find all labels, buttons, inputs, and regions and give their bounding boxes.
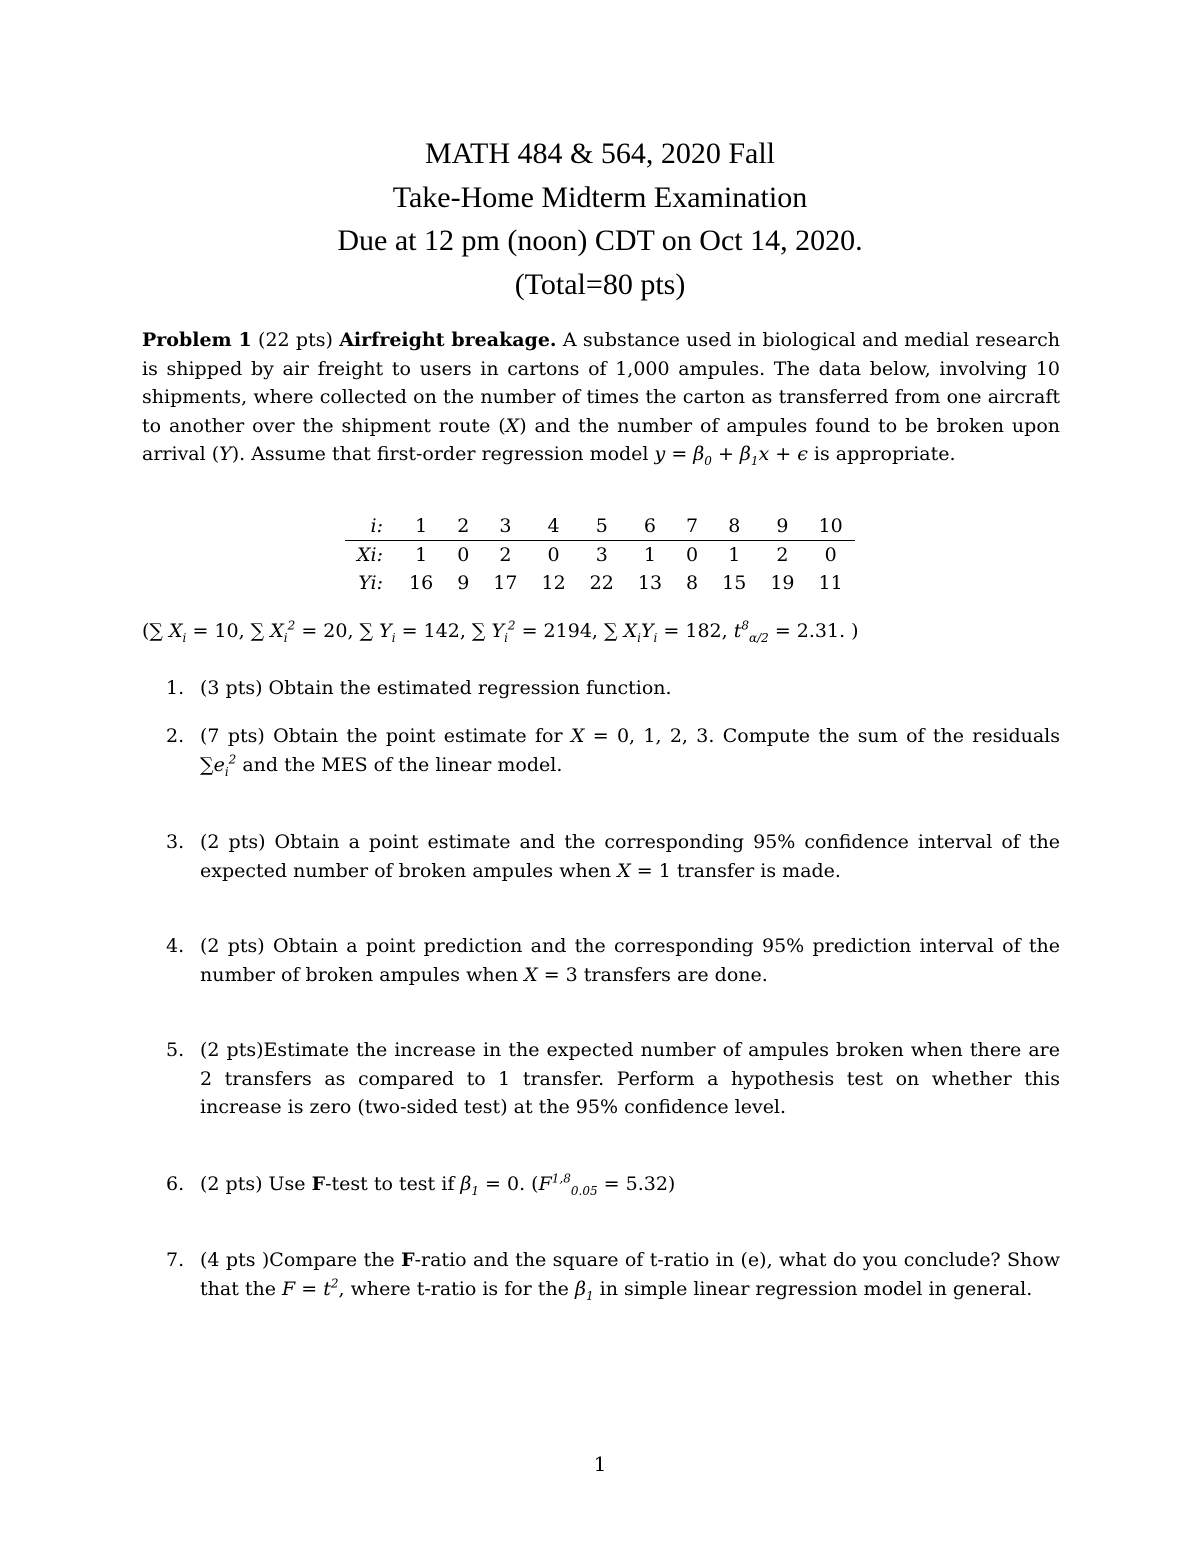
question-text: (2 pts) Use F-test to test if $\beta_1 = 0$. $(F^{1,8}_{0.05} = 5.32)$ [200, 1171, 676, 1198]
table-cell: 16 [409, 572, 434, 594]
table-cell: 11 [818, 572, 843, 594]
table-cell: 10 [807, 512, 855, 541]
question-text-a: (2 pts) Obtain a point prediction and the corresponding 95% prediction interval of the number of broken ampules when [200, 935, 1060, 986]
question-text-d: = 5.32) [597, 1173, 676, 1195]
sum-x2: = 20, [301, 620, 360, 642]
question-text-a: (4 pts )Compare the [200, 1249, 402, 1271]
question-text: (7 pts) Obtain the point estimate for X = 0, 1, 2, 3. Compute the sum of the residuals $\sum e_i^2$ and the MES of the linear model. [200, 725, 1061, 779]
question-text: (4 pts )Compare the F-ratio and the square of t-ratio in (e), what do you conclude? Show that the $F = t^2$, where t-ratio is for the $\beta_1$ in simple linear regression model in general. [200, 1249, 1060, 1303]
question-number: 5. [166, 1039, 185, 1061]
question-text: (2 pts)Estimate the increase in the expected number of ampules broken when there are 2 transfers as compared to 1 transfer. Perform a hypothesis test on whether this increase is zero (two-sided test) at the 95% confidence level. [200, 1039, 1060, 1118]
table-cell: 0 [686, 544, 699, 566]
row-label-i: i: [345, 512, 397, 541]
question-text-a: (7 pts) Obtain the point estimate for [200, 725, 571, 747]
table-cell: 8 [686, 572, 699, 594]
course-title: MATH 484 & 564, 2020 Fall [424, 137, 775, 170]
question-text: (3 pts) Obtain the estimated regression function. [200, 677, 672, 699]
table-cell: 7 [674, 512, 710, 541]
question-text-c: , where t-ratio is for the [338, 1277, 575, 1300]
regression-model: $y = \beta_0 + \beta_1x + \epsilon$ [654, 443, 808, 468]
question-text: (2 pts) Obtain a point estimate and the corresponding 95% confidence interval of the expected number of broken ampules when X = 1 transfer is made. [200, 831, 1060, 882]
table-cell: 1 [397, 512, 445, 541]
question-5 [142, 1036, 1060, 1122]
table-cell: 0 [547, 544, 560, 566]
question-number: 2. [166, 725, 185, 747]
table-cell: 0 [457, 544, 470, 566]
sum-xy: = 182, [663, 620, 734, 642]
question-text-d: in simple linear regression model in general. [593, 1277, 1033, 1300]
question-number: 3. [166, 831, 185, 853]
t-critical: = 2.31. ) [774, 620, 859, 642]
question-2 [142, 722, 1060, 779]
exam-header [0, 132, 1200, 306]
table-cell: 3 [595, 544, 608, 566]
table-cell: 2 [445, 512, 481, 541]
table-row-y [345, 569, 855, 597]
problem-text-c: ). Assume that first-order regression model [231, 443, 655, 465]
sum-x: = 10, [192, 620, 251, 642]
question-1 [142, 674, 1060, 703]
table-row-x [345, 541, 855, 570]
problem-text-b: ) and the number of ampules found to be broken upon arrival ( [142, 414, 1060, 465]
question-text-b: -ratio and the square of t-ratio in (e), what do you conclude? Show that the [200, 1249, 1060, 1300]
question-text-b: = 1 transfer is made. [630, 859, 841, 882]
question-text-a: (2 pts) Use [200, 1173, 312, 1195]
question-text-a: (2 pts) Obtain a point estimate and the corresponding 95% confidence interval of the expected number of broken ampules when [200, 831, 1060, 882]
row-label-y: Yi: [358, 572, 384, 594]
table-cell: 3 [481, 512, 529, 541]
table-cell: 9 [758, 512, 806, 541]
question-number: 1. [166, 677, 185, 699]
question-text-b: = 0, 1, 2, 3. Compute the sum of the residuals [584, 725, 1061, 747]
table-cell: 1 [643, 544, 656, 566]
question-6 [142, 1170, 1060, 1199]
exam-title: Take-Home Midterm Examination [392, 180, 808, 214]
table-cell: 5 [578, 512, 626, 541]
problem-points: (22 pts) [258, 329, 333, 351]
question-4 [142, 932, 1060, 989]
table-cell: 19 [770, 572, 795, 594]
problem-text-d: is appropriate. [807, 443, 956, 465]
page-number: 1 [593, 1452, 607, 1476]
row-label-x: Xi: [357, 544, 384, 566]
due-date: Due at 12 pm (noon) CDT on Oct 14, 2020. [337, 224, 863, 257]
table-row-i [345, 512, 855, 541]
sum-y2: = 2194, [521, 620, 604, 642]
question-text: (2 pts) Obtain a point prediction and the corresponding 95% prediction interval of the number of broken ampules when X = 3 transfers are done. [200, 935, 1060, 986]
table-cell: 8 [710, 512, 758, 541]
table-cell: 2 [499, 544, 512, 566]
question-number: 4. [166, 935, 185, 957]
problem-text-a: A substance used in biological and medial research is shipped by air freight to users in cartons of 1,000 ampules. The data below, involving 10 shipments, where collected on the number of times the carton as transferred from one aircraft to another over the shipment route ( [142, 329, 1060, 437]
table-cell: 9 [457, 572, 470, 594]
sum-y: = 142, [401, 620, 472, 642]
summary-statistics: (∑ $X_i = 10$, ∑ $X_i^2 = 20$, ∑ $Y_i = 142$, ∑ $Y_i^2 = 2194$, ∑ $X_iY_i = 182$, $t^8_{\alpha/2} = 2.31$. ) [142, 618, 859, 645]
question-number: 7. [166, 1249, 185, 1271]
table-cell: 13 [637, 572, 663, 594]
table-cell: 22 [589, 572, 614, 594]
table-cell: 6 [626, 512, 674, 541]
table-cell: 2 [776, 544, 789, 566]
problem-intro: Problem 1 (22 pts) Airfreight breakage. A substance used in biological and medial research is shipped by air freight to users in cartons of 1,000 ampules. The data below, involving 10 shipments, where collected on the number of times the carton as transferred from one aircraft to another over the shipment route (X) and the number of ampules found to be broken upon arrival (Y). Assume that first-order regression model $y = \beta_0 + \beta_1x + \epsilon$ is appropriate. [142, 329, 1060, 468]
problem-label: Problem 1 [142, 329, 252, 351]
question-text-c: and the MES of the linear model. [236, 753, 563, 776]
total-points: (Total=80 pts) [514, 267, 686, 301]
question-3 [142, 828, 1060, 885]
table-cell: 1 [728, 544, 741, 566]
table-cell: 17 [493, 572, 518, 594]
question-number: 6. [166, 1173, 185, 1195]
table-cell: 4 [529, 512, 577, 541]
question-text-b: = 3 transfers are done. [537, 963, 768, 986]
problem-title: Airfreight breakage. [339, 329, 557, 351]
question-7 [142, 1246, 1060, 1303]
table-cell: 0 [824, 544, 837, 566]
table-cell: 15 [722, 572, 747, 594]
table-cell: 12 [541, 572, 566, 594]
question-text-b: -test to test if [325, 1173, 461, 1195]
table-cell: 1 [415, 544, 428, 566]
question-text-c: = 0. ( [479, 1173, 539, 1195]
shipment-data-table [345, 512, 855, 597]
